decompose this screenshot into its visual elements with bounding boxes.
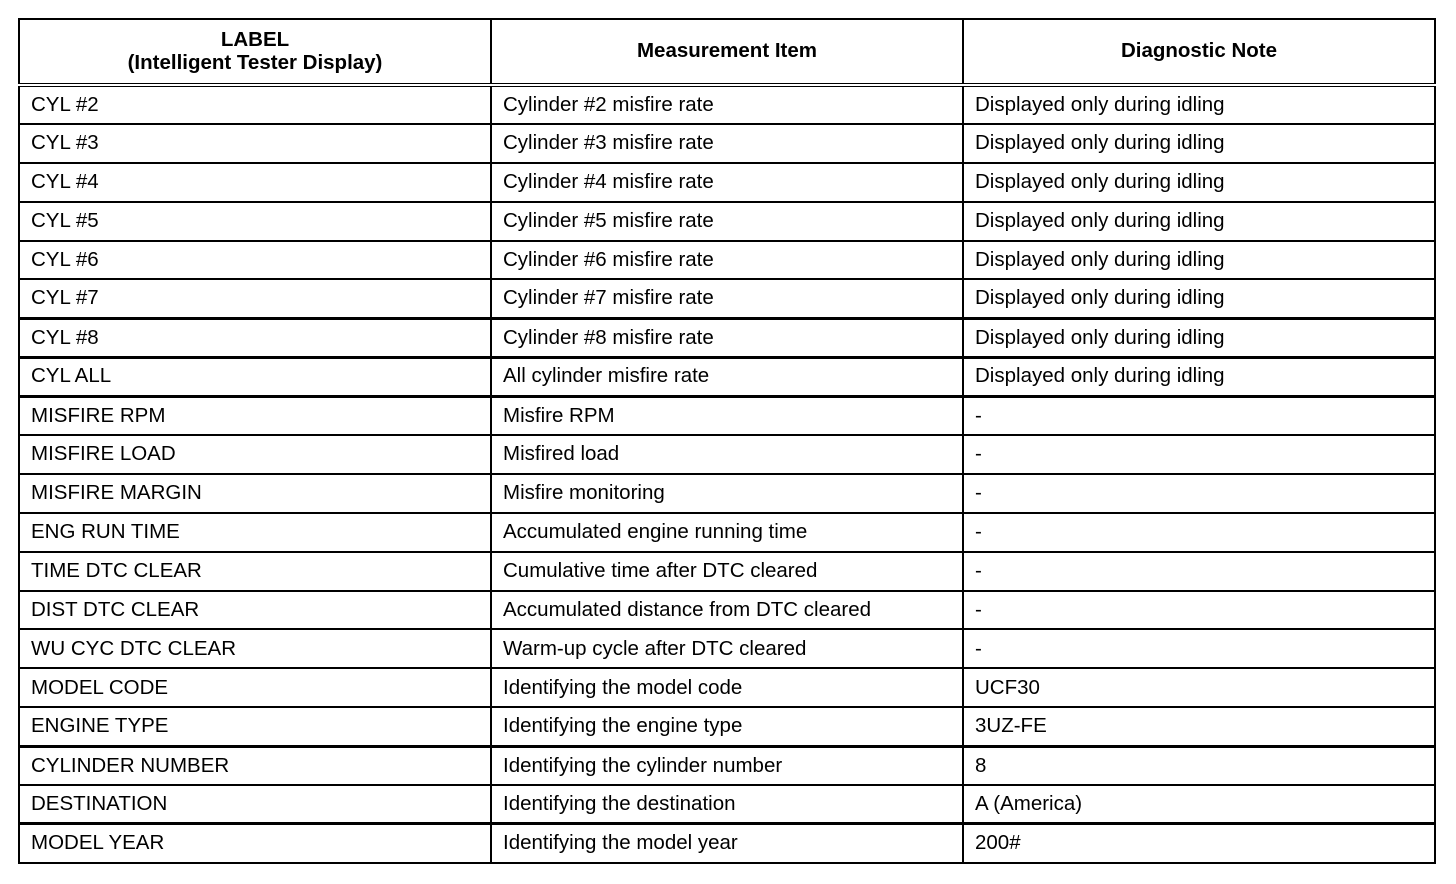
cell-measurement: Cylinder #8 misfire rate: [491, 318, 963, 357]
table-row: [19, 746, 1435, 785]
cell-label: MODEL YEAR: [19, 824, 491, 863]
cell-label: DIST DTC CLEAR: [19, 591, 491, 630]
cell-label: MODEL CODE: [19, 668, 491, 707]
cell-measurement: Misfire RPM: [491, 396, 963, 435]
cell-measurement: Cylinder #4 misfire rate: [491, 163, 963, 202]
cell-measurement: Misfired load: [491, 435, 963, 474]
header-label-line2: (Intelligent Tester Display): [127, 50, 383, 74]
cell-note: Displayed only during idling: [963, 357, 1435, 396]
header-row: [19, 19, 1435, 85]
cell-label: MISFIRE RPM: [19, 396, 491, 435]
cell-label: CYL ALL: [19, 357, 491, 396]
cell-measurement: Accumulated distance from DTC cleared: [491, 591, 963, 630]
cell-measurement: Warm-up cycle after DTC cleared: [491, 629, 963, 668]
cell-label: ENGINE TYPE: [19, 707, 491, 746]
cell-measurement: Cylinder #7 misfire rate: [491, 279, 963, 318]
data-list-table: [18, 18, 1436, 864]
cell-measurement: Identifying the cylinder number: [491, 746, 963, 785]
cell-note: Displayed only during idling: [963, 279, 1435, 318]
cell-note: -: [963, 513, 1435, 552]
cell-label: CYL #5: [19, 202, 491, 241]
table-row: [19, 668, 1435, 707]
cell-label: DESTINATION: [19, 785, 491, 824]
cell-note: -: [963, 552, 1435, 591]
cell-label: CYL #2: [19, 85, 491, 124]
cell-note: UCF30: [963, 668, 1435, 707]
table-row: [19, 124, 1435, 163]
header-label: [19, 19, 491, 85]
cell-measurement: Accumulated engine running time: [491, 513, 963, 552]
cell-label: MISFIRE MARGIN: [19, 474, 491, 513]
cell-note: -: [963, 435, 1435, 474]
table-header: [19, 19, 1435, 85]
cell-note: A (America): [963, 785, 1435, 824]
cell-label: CYL #3: [19, 124, 491, 163]
cell-measurement: Misfire monitoring: [491, 474, 963, 513]
table-row: [19, 552, 1435, 591]
cell-note: -: [963, 474, 1435, 513]
cell-measurement: Identifying the model code: [491, 668, 963, 707]
data-list-table-container: [18, 18, 1434, 864]
cell-measurement: Identifying the engine type: [491, 707, 963, 746]
cell-note: 3UZ-FE: [963, 707, 1435, 746]
cell-note: Displayed only during idling: [963, 163, 1435, 202]
table-row: [19, 785, 1435, 824]
cell-label: CYL #6: [19, 241, 491, 280]
table-row: [19, 279, 1435, 318]
table-row: [19, 707, 1435, 746]
table-row: [19, 163, 1435, 202]
table-row: [19, 202, 1435, 241]
cell-label: ENG RUN TIME: [19, 513, 491, 552]
cell-measurement: All cylinder misfire rate: [491, 357, 963, 396]
cell-note: Displayed only during idling: [963, 241, 1435, 280]
header-note: Diagnostic Note: [963, 19, 1435, 85]
table-row: [19, 824, 1435, 863]
cell-note: 200#: [963, 824, 1435, 863]
table-row: [19, 591, 1435, 630]
cell-measurement: Identifying the destination: [491, 785, 963, 824]
cell-note: -: [963, 591, 1435, 630]
table-row: [19, 85, 1435, 124]
cell-note: Displayed only during idling: [963, 202, 1435, 241]
table-body: [19, 85, 1435, 863]
table-row: [19, 513, 1435, 552]
cell-note: 8: [963, 746, 1435, 785]
cell-note: -: [963, 629, 1435, 668]
cell-measurement: Cylinder #6 misfire rate: [491, 241, 963, 280]
table-row: [19, 357, 1435, 396]
cell-note: Displayed only during idling: [963, 318, 1435, 357]
cell-measurement: Identifying the model year: [491, 824, 963, 863]
cell-label: WU CYC DTC CLEAR: [19, 629, 491, 668]
cell-label: CYL #8: [19, 318, 491, 357]
header-measurement: Measurement Item: [491, 19, 963, 85]
cell-label: CYL #4: [19, 163, 491, 202]
cell-measurement: Cumulative time after DTC cleared: [491, 552, 963, 591]
table-row: [19, 629, 1435, 668]
table-row: [19, 435, 1435, 474]
cell-note: Displayed only during idling: [963, 85, 1435, 124]
cell-note: -: [963, 396, 1435, 435]
table-row: [19, 474, 1435, 513]
table-row: [19, 396, 1435, 435]
cell-note: Displayed only during idling: [963, 124, 1435, 163]
cell-label: TIME DTC CLEAR: [19, 552, 491, 591]
cell-measurement: Cylinder #2 misfire rate: [491, 85, 963, 124]
table-row: [19, 318, 1435, 357]
header-label-line1: LABEL: [220, 27, 290, 51]
cell-measurement: Cylinder #3 misfire rate: [491, 124, 963, 163]
table-row: [19, 241, 1435, 280]
cell-label: MISFIRE LOAD: [19, 435, 491, 474]
cell-label: CYLINDER NUMBER: [19, 746, 491, 785]
cell-label: CYL #7: [19, 279, 491, 318]
cell-measurement: Cylinder #5 misfire rate: [491, 202, 963, 241]
